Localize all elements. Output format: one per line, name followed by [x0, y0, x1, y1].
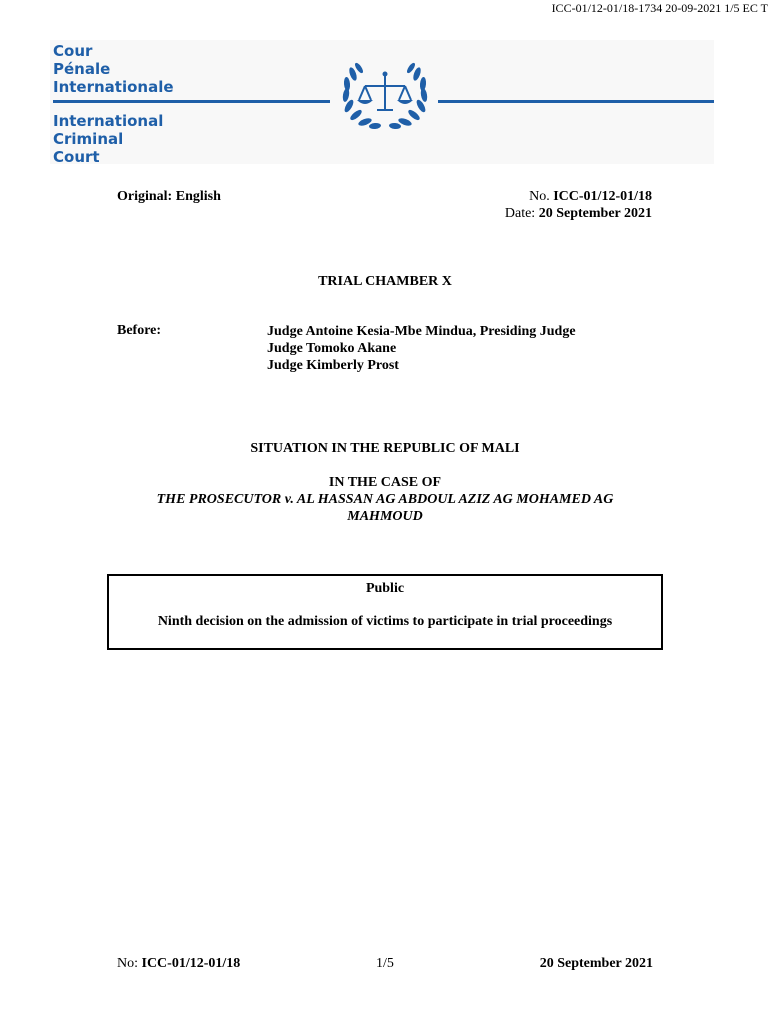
- original-label: Original:: [117, 189, 173, 204]
- situation-title: SITUATION IN THE REPUBLIC OF MALI: [250, 441, 520, 456]
- court-name-french-line: Cour: [53, 42, 93, 60]
- document-stamp: ICC-01/12-01/18-1734 20-09-2021 1/5 EC T: [551, 1, 768, 15]
- footer-date: 20 September 2021: [539, 956, 653, 971]
- classification-label: Public: [365, 581, 405, 596]
- case-number-label: No.: [529, 189, 550, 204]
- footer-no-value: ICC-01/12-01/18: [141, 956, 241, 971]
- before-label: Before:: [117, 323, 162, 338]
- judge-name: Judge Antoine Kesia-Mbe Mindua, Presiding Judge: [267, 324, 576, 339]
- judges-list: [267, 323, 576, 374]
- case-caption: [0, 474, 770, 525]
- court-letterhead: [50, 40, 714, 164]
- court-name-french: [53, 42, 174, 96]
- court-name-english-line: Court: [53, 148, 100, 166]
- case-number-value: ICC-01/12-01/18: [553, 189, 652, 204]
- case-intro: IN THE CASE OF: [328, 475, 442, 490]
- court-name-french-line: Pénale: [53, 60, 111, 78]
- scales-of-justice-laurel-icon: [335, 52, 435, 134]
- date-value: 20 September 2021: [538, 206, 652, 221]
- page-number: 1/5: [376, 956, 394, 971]
- letterhead-rule-right: [438, 100, 714, 103]
- chamber-title: TRIAL CHAMBER X: [318, 274, 452, 289]
- date-label: Date:: [504, 206, 536, 221]
- original-value: English: [175, 189, 221, 204]
- decision-title-box: [107, 574, 663, 650]
- judge-name: Judge Kimberly Prost: [267, 358, 399, 373]
- case-title-line: THE PROSECUTOR v. AL HASSAN AG ABDOUL AZIZ AG MOHAMED AG: [156, 492, 614, 507]
- footer-no-label: No:: [117, 956, 138, 971]
- letterhead-rule-left: [53, 100, 330, 103]
- decision-title: Ninth decision on the admission of victims to participate in trial proceedings: [157, 614, 613, 629]
- original-language: [117, 189, 221, 205]
- document-date: [505, 206, 652, 222]
- footer-case-number: [117, 956, 240, 972]
- court-name-english: [53, 112, 163, 166]
- case-title-line: MAHMOUD: [347, 509, 423, 524]
- court-name-french-line: Internationale: [53, 78, 174, 96]
- court-name-english-line: International: [53, 112, 164, 130]
- judge-name: Judge Tomoko Akane: [267, 341, 397, 356]
- case-number: [529, 189, 652, 205]
- court-name-english-line: Criminal: [53, 130, 124, 148]
